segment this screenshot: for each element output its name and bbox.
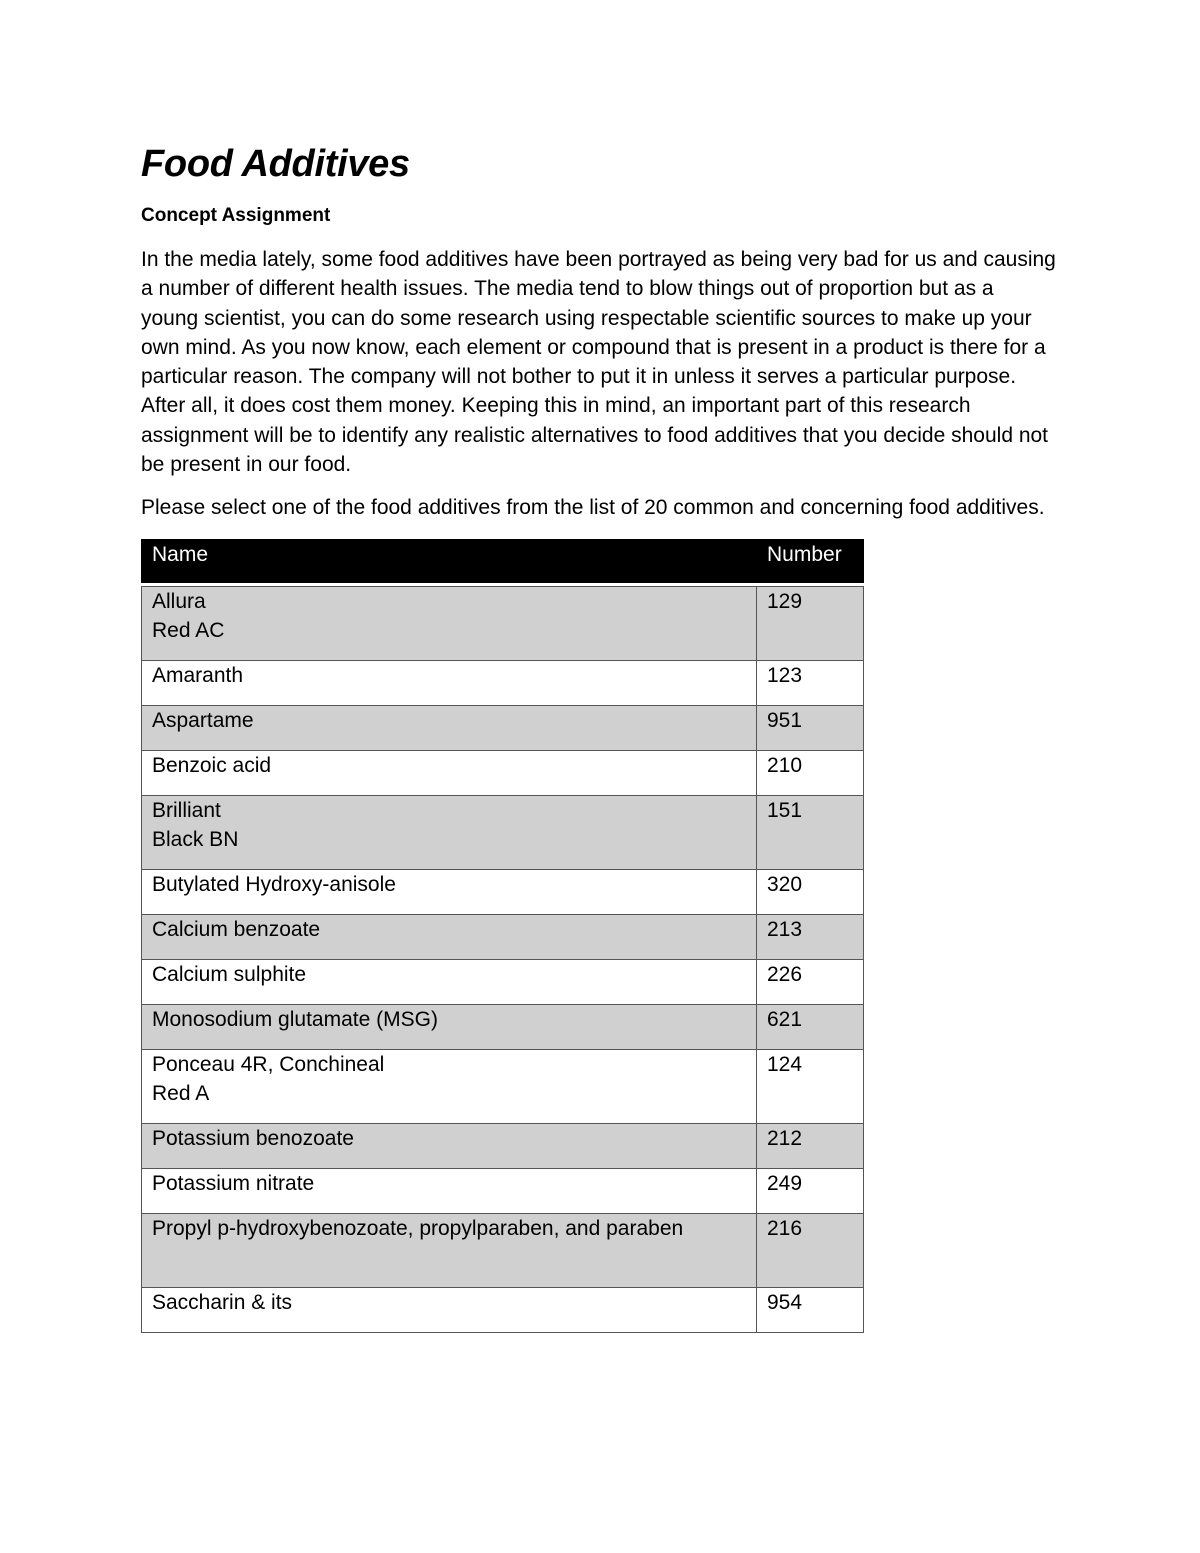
additive-name-cell (142, 1213, 757, 1287)
table-row (142, 795, 864, 869)
additive-name-line: Red A (152, 1082, 210, 1106)
additive-name-line: Butylated Hydroxy-anisole (152, 872, 396, 896)
additive-number-cell: 216 (757, 1213, 864, 1287)
additives-table-body (142, 583, 864, 1333)
additive-name-line: Allura (152, 589, 206, 613)
additive-name-line: Aspartame (152, 708, 254, 732)
additive-name-cell (142, 705, 757, 750)
table-row (142, 1123, 864, 1168)
document-subtitle: Concept Assignment (141, 205, 331, 226)
additive-number-cell: 212 (757, 1123, 864, 1168)
table-row (142, 959, 864, 1004)
additive-name-line: Potassium benozoate (152, 1126, 354, 1150)
intro-paragraph: In the media lately, some food additives have been portrayed as being very bad for us and causing a number of different health issues. The media tend to blow things out of proportion but as a young scientist, you can do some research using respectable scientific sources to make up your own mind. As you now know, each element or compound that is present in a product is there for a particular reason. The company will not bother to put it in unless it serves a particular purpose. After all, it does cost them money. Keeping this in mind, an important part of this research assignment will be to identify any realistic alternatives to food additives that you decide should not be present in our food. (141, 248, 1056, 477)
additives-table (141, 539, 864, 1333)
additive-name-line: Potassium nitrate (152, 1171, 315, 1195)
table-header-row (142, 539, 864, 583)
table-row (142, 660, 864, 705)
additive-name-line: Brilliant (152, 798, 221, 822)
table-row (142, 586, 864, 660)
additive-number-cell: 213 (757, 914, 864, 959)
additive-number-cell: 129 (757, 586, 864, 660)
additive-number-cell: 123 (757, 660, 864, 705)
table-row (142, 1213, 864, 1287)
additive-name-cell (142, 1049, 757, 1123)
additive-name-line: Calcium benzoate (152, 917, 321, 941)
table-row (142, 705, 864, 750)
table-row (142, 914, 864, 959)
document-page (141, 140, 1061, 1333)
additive-name-cell (142, 795, 757, 869)
document-title: Food Additives (141, 143, 410, 185)
additive-name-line: Saccharin & its (152, 1290, 293, 1314)
additive-name-cell (142, 869, 757, 914)
additive-name-cell (142, 1123, 757, 1168)
additive-name-line: Benzoic acid (152, 753, 272, 777)
additive-name-cell (142, 750, 757, 795)
additive-name-cell (142, 1004, 757, 1049)
additive-name-cell (142, 959, 757, 1004)
additive-number-cell: 226 (757, 959, 864, 1004)
table-row (142, 869, 864, 914)
column-header-name: Name (142, 539, 757, 583)
table-row (142, 1168, 864, 1213)
additive-name-cell (142, 914, 757, 959)
additive-name-line: Amaranth (152, 663, 244, 687)
additive-name-line: Red AC (152, 619, 225, 643)
table-row (142, 1287, 864, 1332)
table-row (142, 1049, 864, 1123)
additive-number-cell: 151 (757, 795, 864, 869)
additive-name-cell (142, 586, 757, 660)
additive-number-cell: 954 (757, 1287, 864, 1332)
additive-number-cell: 621 (757, 1004, 864, 1049)
additive-name-cell (142, 660, 757, 705)
table-row (142, 1004, 864, 1049)
additive-name-line: Calcium sulphite (152, 962, 307, 986)
instruction-paragraph: Please select one of the food additives from the list of 20 common and concerning food additives. (141, 496, 1045, 520)
column-header-number: Number (757, 539, 864, 583)
additive-name-cell (142, 1168, 757, 1213)
additive-number-cell: 124 (757, 1049, 864, 1123)
additive-number-cell: 210 (757, 750, 864, 795)
additive-number-cell: 951 (757, 705, 864, 750)
additive-name-line: Propyl p-hydroxybenozoate, propylparaben, and paraben (152, 1216, 684, 1240)
additive-name-line: Monosodium glutamate (MSG) (152, 1007, 438, 1031)
additive-name-cell (142, 1287, 757, 1332)
additive-name-line: Black BN (152, 828, 239, 852)
additive-number-cell: 249 (757, 1168, 864, 1213)
additive-number-cell: 320 (757, 869, 864, 914)
table-row (142, 750, 864, 795)
additive-name-line: Ponceau 4R, Conchineal (152, 1052, 385, 1076)
